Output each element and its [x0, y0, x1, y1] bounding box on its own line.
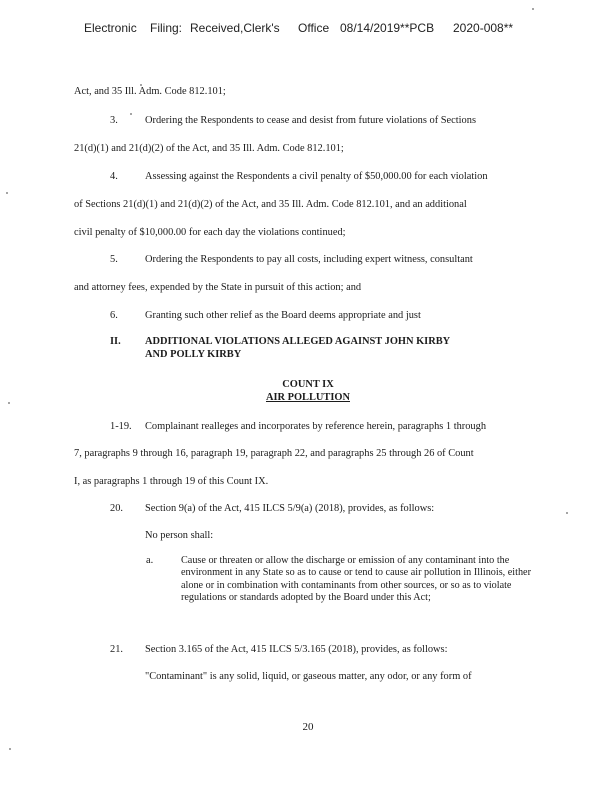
item-a-text: Cause or threaten or allow the discharge or emission of any contaminant into the environment in any State so as to cause or tend to cause air pollution in Illinois, either alone or in combination with contaminants from other sources, or so as to violate regulations or standards adopted by the Board under this Act; — [181, 555, 531, 604]
section-title-line-1: ADDITIONAL VIOLATIONS ALLEGED AGAINST JOHN KIRBY — [145, 336, 451, 347]
scan-speck — [532, 8, 534, 10]
para-6-line-1: Granting such other relief as the Board deems appropriate and just — [145, 310, 421, 321]
page-number: 20 — [302, 721, 314, 733]
para-3-line-1: Ordering the Respondents to cease and desist from future violations of Sections — [145, 115, 476, 126]
count-subtitle: AIR POLLUTION — [265, 392, 350, 403]
scan-speck — [6, 192, 8, 194]
item-a-letter: a. — [146, 555, 154, 566]
header-case: 2020-008** — [453, 21, 514, 35]
section-title-line-2: AND POLLY KIRBY — [145, 349, 242, 360]
para-3-line-2: 21(d)(1) and 21(d)(2) of the Act, and 35 Ill. Adm. Code 812.101; — [74, 143, 344, 154]
scan-speck — [566, 512, 568, 514]
para-3-number: 3. — [110, 115, 118, 126]
header-office: Office — [298, 21, 330, 35]
scan-speck — [140, 84, 142, 86]
section-number: II. — [110, 336, 121, 347]
para-5-number: 5. — [110, 254, 118, 265]
scan-speck — [9, 748, 11, 750]
para-4-number: 4. — [110, 171, 118, 182]
para-5-line-1: Ordering the Respondents to pay all costs, including expert witness, consultant — [145, 254, 473, 265]
scan-speck — [130, 113, 132, 115]
para-4-line-2: of Sections 21(d)(1) and 21(d)(2) of the Act, and 35 Ill. Adm. Code 812.101, and an additional — [74, 199, 467, 210]
para-1-19-line-2: 7, paragraphs 9 through 16, paragraph 19, paragraph 22, and paragraphs 25 through 26 of Count — [74, 448, 474, 459]
para-21-line-1: Section 3.165 of the Act, 415 ILCS 5/3.165 (2018), provides, as follows: — [145, 644, 448, 655]
no-person-shall: No person shall: — [145, 530, 214, 541]
para-20-line-1: Section 9(a) of the Act, 415 ILCS 5/9(a) (2018), provides, as follows: — [145, 503, 435, 514]
para-1-19-number: 1-19. — [110, 421, 132, 432]
para-20-number: 20. — [110, 503, 123, 514]
para-5-line-2: and attorney fees, expended by the State in pursuit of this action; and — [74, 282, 362, 293]
scan-speck — [8, 402, 10, 404]
para-1-19-line-1: Complainant realleges and incorporates by reference herein, paragraphs 1 through — [145, 421, 487, 432]
para-6-number: 6. — [110, 310, 118, 321]
header-electronic: Electronic — [84, 21, 137, 35]
para-21-number: 21. — [110, 644, 123, 655]
para-4-line-1: Assessing against the Respondents a civil penalty of $50,000.00 for each violation — [145, 171, 488, 182]
header-date: 08/14/2019**PCB — [340, 21, 435, 35]
header-received: Received,Clerk's — [190, 21, 280, 35]
count-title: COUNT IX — [282, 379, 334, 390]
para-4-line-3: civil penalty of $10,000.00 for each day the violations continued; — [74, 227, 346, 238]
header-filing: Filing: — [150, 21, 183, 35]
para-1-19-line-3: I, as paragraphs 1 through 19 of this Count IX. — [74, 476, 269, 487]
para-21-quote: "Contaminant" is any solid, liquid, or gaseous matter, any odor, or any form of — [145, 671, 472, 682]
para-continued-line: Act, and 35 Ill. Adm. Code 812.101; — [74, 86, 226, 97]
